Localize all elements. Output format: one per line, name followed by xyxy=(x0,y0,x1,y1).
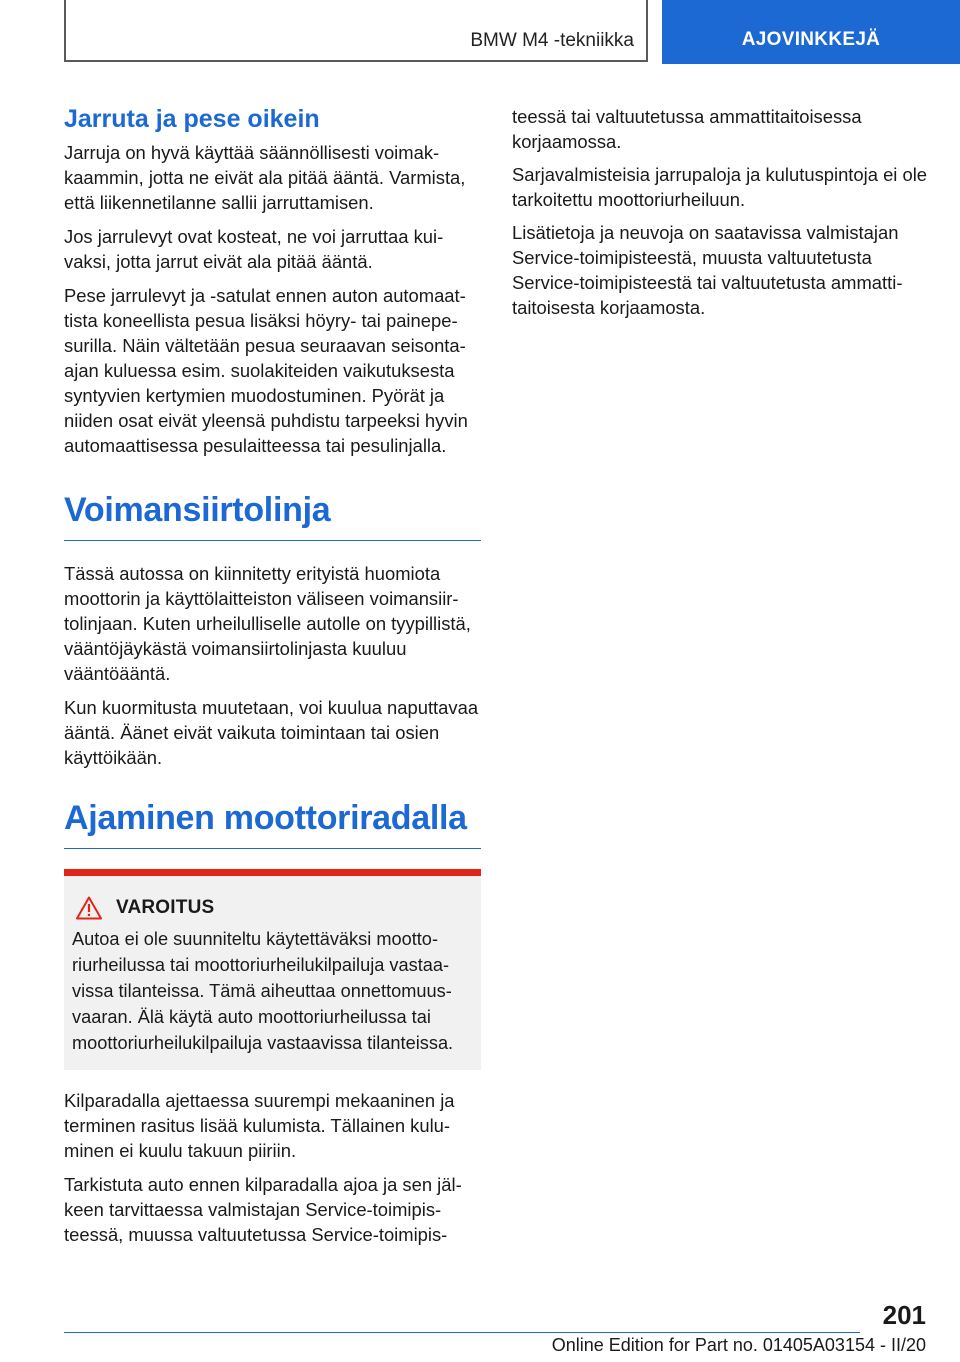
warning-text: Autoa ei ole suunniteltu käytettäväksi moottoriurheilussa tai moottoriurheilukilpailuja vastaavissa tilanteissa. Tämä aiheuttaa onnettomuusvaaran. Älä käytä auto moottoriurheilussa tai moottoriurheilukilpailuja vastaavissa tilanteissa. xyxy=(72,929,454,1053)
paragraph: Jos jarrulevyt ovat kosteat, ne voi jarruttaa kuivaksi, jotta jarrut eivät ala pitää ääntä. xyxy=(64,226,444,272)
paragraph: Tässä autossa on kiinnitetty erityistä huomiota moottorin ja käyttölaitteiston väliseen voimansiirtolinjaan. Kuten urheilulliselle autolle on tyypillistä, vääntöjäykästä voimansiirtolinjasta kuuluu vääntöääntä. xyxy=(64,563,471,684)
paragraph: Kun kuormitusta muutetaan, voi kuulua naputtavaa ääntä. Äänet eivät vaikuta toimintaan tai osien käyttöikään. xyxy=(64,697,479,768)
footer-divider xyxy=(64,1332,860,1333)
paragraph: Tarkistuta auto ennen kilparadalla ajoa ja sen jälkeen tarvittaessa valmistajan Service-toimipisteessä, muussa valtuutetussa Service-toimipis- xyxy=(64,1174,462,1245)
chapter-title: AJOVINKKEJÄ xyxy=(741,29,881,50)
header-title-box xyxy=(64,0,648,62)
paragraph: Kilparadalla ajettaessa suurempi mekaaninen ja terminen rasitus lisää kulumista. Tällainen kuluminen ei kuulu takuun piiriin. xyxy=(64,1090,455,1161)
section-heading-brakes: Jarruta ja pese oikein xyxy=(64,105,320,133)
warning-title: VAROITUS xyxy=(116,897,215,918)
chapter-tab[interactable] xyxy=(662,0,960,64)
section-heading-drivetrain: Voimansiirtolinja xyxy=(64,488,481,541)
section-heading-wrap xyxy=(64,488,481,541)
left-column xyxy=(64,100,481,1256)
paragraph: Pese jarrulevyt ja -satulat ennen auton automaattista koneellista pesua lisäksi höyry- tai painepesurilla. Näin vältetään pesua seuraavan seisontaajan kuluessa esim. suolakiteiden vaikutuksesta syntyvien kertymien muodostuminen. Pyörät ja niiden osat eivät yleensä puhdistu tarpeeksi hyvin automaattisessa pesulaitteessa tai pesulinjalla. xyxy=(64,285,468,456)
paragraph: teessä tai valtuutetussa ammattitaitoisessa korjaamossa. xyxy=(512,106,862,152)
warning-box xyxy=(64,869,481,1070)
paragraph: Sarjavalmisteisia jarrupaloja ja kulutuspintoja ei ole tarkoitettu moottoriurheiluun. xyxy=(512,164,928,210)
right-column xyxy=(512,104,932,328)
book-title: BMW M4 -tekniikka xyxy=(470,30,634,51)
section-heading-wrap xyxy=(64,796,481,849)
page-number: 201 xyxy=(882,1300,926,1330)
section-heading-racetrack: Ajaminen moottoriradalla xyxy=(64,796,481,849)
footer-edition: Online Edition for Part no. 01405A03154 - II/20 xyxy=(551,1335,926,1355)
paragraph: Lisätietoja ja neuvoja on saatavissa valmistajan Service-toimipisteestä, muusta valtuutetusta Service-toimipisteestä tai valtuutetusta ammattitaitoisesta korjaamosta. xyxy=(512,222,903,318)
paragraph: Jarruja on hyvä käyttää säännöllisesti voimakkaammin, jotta ne eivät ala pitää ääntä. Varmista, että liikennetilanne sallii jarruttamisen. xyxy=(64,142,466,213)
warning-triangle-icon xyxy=(76,896,102,920)
warning-header xyxy=(72,896,469,920)
